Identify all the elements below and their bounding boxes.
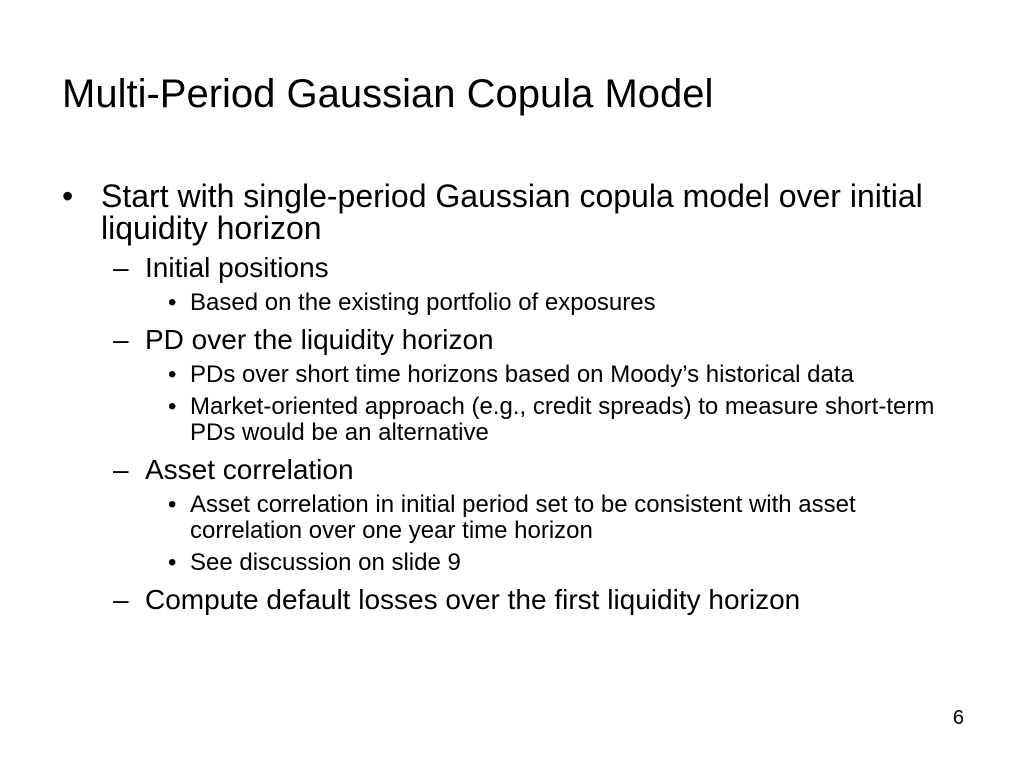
sub-sub-item-text: Asset correlation in initial period set to be consistent with asset correlation over one year time horizon xyxy=(190,491,856,544)
bullet-icon: • xyxy=(168,549,177,576)
sub-sub-item xyxy=(62,550,962,576)
page-number: 6 xyxy=(952,707,964,729)
sub-sub-item xyxy=(62,394,962,446)
slide-content xyxy=(62,180,962,620)
sub-item-text: PD over the liquidity horizon xyxy=(145,324,494,355)
slide-title: Multi-Period Gaussian Copula Model xyxy=(62,72,714,116)
bullet-icon: • xyxy=(168,289,177,316)
bullet-icon: • xyxy=(62,178,74,214)
sub-item-initial-positions xyxy=(62,252,962,284)
dash-icon: – xyxy=(113,584,129,615)
bullet-icon: • xyxy=(168,361,177,388)
sub-item-text: Asset correlation xyxy=(145,454,354,485)
bullet-item xyxy=(62,180,962,244)
sub-sub-item-text: PDs over short time horizons based on Moody’s historical data xyxy=(190,361,854,388)
sub-sub-item xyxy=(62,362,962,388)
sub-sub-item-text: See discussion on slide 9 xyxy=(190,549,461,576)
dash-icon: – xyxy=(113,454,129,485)
sub-sub-item xyxy=(62,290,962,316)
sub-item-pd-horizon xyxy=(62,324,962,356)
bullet-icon: • xyxy=(168,393,177,420)
sub-sub-item-text: Market-oriented approach (e.g., credit spreads) to measure short-term PDs would be an alternative xyxy=(190,393,935,446)
dash-icon: – xyxy=(113,324,129,355)
sub-item-compute-losses xyxy=(62,584,962,616)
dash-icon: – xyxy=(113,252,129,283)
sub-sub-item xyxy=(62,492,962,544)
sub-item-asset-correlation xyxy=(62,454,962,486)
sub-sub-item-text: Based on the existing portfolio of exposures xyxy=(190,289,656,316)
bullet-icon: • xyxy=(168,491,177,518)
sub-item-text: Initial positions xyxy=(145,252,329,283)
bullet-text: Start with single-period Gaussian copula model over initial liquidity horizon xyxy=(101,178,923,246)
sub-item-text: Compute default losses over the first liquidity horizon xyxy=(145,584,801,615)
